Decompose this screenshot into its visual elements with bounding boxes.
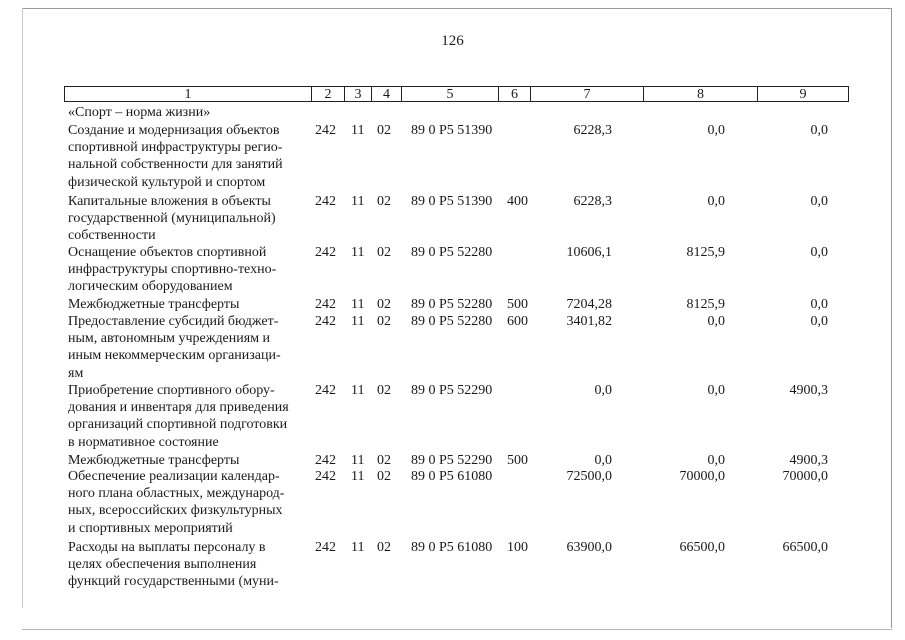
cell-amount-8: 0,0 <box>707 314 725 329</box>
table-row-description <box>68 382 306 451</box>
cell-target-article: 89 0 P5 51390 <box>411 123 493 138</box>
cell-amount-9: 0,0 <box>810 123 828 138</box>
section-title: «Спорт – норма жизни» <box>68 105 211 120</box>
cell-section: 11 <box>351 469 365 484</box>
cell-amount-9: 0,0 <box>810 314 828 329</box>
cell-amount-9: 4900,3 <box>789 383 828 398</box>
description-line: ям <box>68 365 84 381</box>
cell-section: 11 <box>351 245 365 260</box>
description-line: Создание и модернизация объектов <box>68 123 280 138</box>
description-line: иным некоммерческим организаци- <box>68 348 281 364</box>
cell-target-article: 89 0 P5 61080 <box>411 469 493 484</box>
cell-section: 11 <box>351 453 365 468</box>
cell-expense-type: 500 <box>507 453 528 468</box>
description-line: и спортивных мероприятий <box>68 520 233 536</box>
page-border-left <box>22 8 23 608</box>
cell-ministry-code: 242 <box>315 194 336 209</box>
cell-target-article: 89 0 P5 52280 <box>411 314 493 329</box>
table-row-description <box>68 313 306 382</box>
cell-section: 11 <box>351 123 365 138</box>
description-line: Предоставление субсидий бюджет- <box>68 314 279 329</box>
column-header-7: 7 <box>530 86 643 102</box>
cell-ministry-code: 242 <box>315 314 336 329</box>
cell-subsection: 02 <box>377 453 391 468</box>
description-line: функций государственными (муни- <box>68 574 279 590</box>
description-line: логическим оборудованием <box>68 279 233 295</box>
cell-amount-7: 63900,0 <box>566 540 612 555</box>
cell-section: 11 <box>351 314 365 329</box>
cell-amount-8: 8125,9 <box>686 245 725 260</box>
cell-target-article: 89 0 P5 52280 <box>411 245 493 260</box>
cell-amount-8: 70000,0 <box>679 469 725 484</box>
cell-ministry-code: 242 <box>315 453 336 468</box>
cell-amount-9: 0,0 <box>810 194 828 209</box>
cell-amount-7: 3401,82 <box>566 314 612 329</box>
cell-subsection: 02 <box>377 194 391 209</box>
page-number: 126 <box>441 33 464 49</box>
cell-amount-8: 0,0 <box>707 194 725 209</box>
cell-target-article: 89 0 P5 51390 <box>411 194 493 209</box>
description-line: инфраструктуры спортивно-техно- <box>68 262 277 278</box>
description-line: нальной собственности для занятий <box>68 157 283 173</box>
page-border-bottom <box>22 629 892 630</box>
description-line: Оснащение объектов спортивной <box>68 245 267 260</box>
cell-target-article: 89 0 P5 52290 <box>411 453 493 468</box>
cell-amount-7: 0,0 <box>594 453 612 468</box>
column-header-2: 2 <box>311 86 344 102</box>
cell-section: 11 <box>351 194 365 209</box>
cell-target-article: 89 0 P5 52290 <box>411 383 493 398</box>
table-row-description <box>68 468 306 537</box>
cell-section: 11 <box>351 297 365 312</box>
page-border-right <box>891 8 892 628</box>
column-header-5: 5 <box>401 86 498 102</box>
table-row-description <box>68 244 306 296</box>
description-line: в нормативное состояние <box>68 434 219 450</box>
cell-expense-type: 500 <box>507 297 528 312</box>
cell-amount-8: 66500,0 <box>679 540 725 555</box>
description-line: государственной (муниципальной) <box>68 211 276 227</box>
description-line: спортивной инфраструктуры регио- <box>68 140 283 156</box>
description-line: организаций спортивной подготовки <box>68 417 288 433</box>
column-header-4: 4 <box>371 86 401 102</box>
description-line: Межбюджетные трансферты <box>68 453 240 468</box>
cell-amount-7: 10606,1 <box>566 245 612 260</box>
description-line: Обеспечение реализации календар- <box>68 469 280 484</box>
cell-amount-9: 4900,3 <box>789 453 828 468</box>
description-line: ных, всероссийских физкультурных <box>68 503 283 519</box>
cell-ministry-code: 242 <box>315 123 336 138</box>
cell-subsection: 02 <box>377 383 391 398</box>
description-line: ного плана областных, международ- <box>68 486 285 502</box>
table-row-description <box>68 193 306 245</box>
column-header-8: 8 <box>643 86 757 102</box>
description-line: дования и инвентаря для приведения <box>68 400 289 416</box>
description-line: целях обеспечения выполнения <box>68 557 257 573</box>
cell-subsection: 02 <box>377 297 391 312</box>
table-row-description <box>68 296 306 313</box>
cell-amount-7: 6228,3 <box>573 194 612 209</box>
cell-ministry-code: 242 <box>315 469 336 484</box>
cell-subsection: 02 <box>377 314 391 329</box>
cell-expense-type: 100 <box>507 540 528 555</box>
description-line: физической культурой и спортом <box>68 174 266 190</box>
cell-subsection: 02 <box>377 245 391 260</box>
cell-amount-9: 0,0 <box>810 245 828 260</box>
cell-amount-8: 0,0 <box>707 123 725 138</box>
cell-amount-7: 7204,28 <box>566 297 612 312</box>
cell-ministry-code: 242 <box>315 540 336 555</box>
description-line: Приобретение спортивного обору- <box>68 383 275 398</box>
cell-target-article: 89 0 P5 61080 <box>411 540 493 555</box>
table-row-description <box>68 539 306 591</box>
column-header-3: 3 <box>344 86 371 102</box>
cell-amount-8: 0,0 <box>707 383 725 398</box>
description-line: Расходы на выплаты персоналу в <box>68 540 266 555</box>
cell-subsection: 02 <box>377 123 391 138</box>
cell-amount-9: 0,0 <box>810 297 828 312</box>
cell-amount-9: 70000,0 <box>782 469 828 484</box>
page-border-top <box>22 8 892 9</box>
cell-amount-7: 0,0 <box>594 383 612 398</box>
cell-amount-7: 72500,0 <box>566 469 612 484</box>
column-header-1: 1 <box>64 86 311 102</box>
description-line: собственности <box>68 228 156 244</box>
cell-ministry-code: 242 <box>315 297 336 312</box>
description-line: Межбюджетные трансферты <box>68 297 240 312</box>
cell-expense-type: 600 <box>507 314 528 329</box>
cell-target-article: 89 0 P5 52280 <box>411 297 493 312</box>
table-row-description <box>68 452 306 469</box>
cell-subsection: 02 <box>377 540 391 555</box>
column-header-9: 9 <box>757 86 849 102</box>
cell-section: 11 <box>351 540 365 555</box>
cell-ministry-code: 242 <box>315 383 336 398</box>
cell-expense-type: 400 <box>507 194 528 209</box>
cell-amount-8: 0,0 <box>707 453 725 468</box>
cell-section: 11 <box>351 383 365 398</box>
cell-amount-7: 6228,3 <box>573 123 612 138</box>
cell-amount-8: 8125,9 <box>686 297 725 312</box>
column-header-6: 6 <box>498 86 530 102</box>
description-line: ным, автономным учреждениям и <box>68 331 271 347</box>
cell-subsection: 02 <box>377 469 391 484</box>
table-row-description <box>68 122 306 191</box>
cell-ministry-code: 242 <box>315 245 336 260</box>
cell-amount-9: 66500,0 <box>782 540 828 555</box>
description-line: Капитальные вложения в объекты <box>68 194 271 209</box>
